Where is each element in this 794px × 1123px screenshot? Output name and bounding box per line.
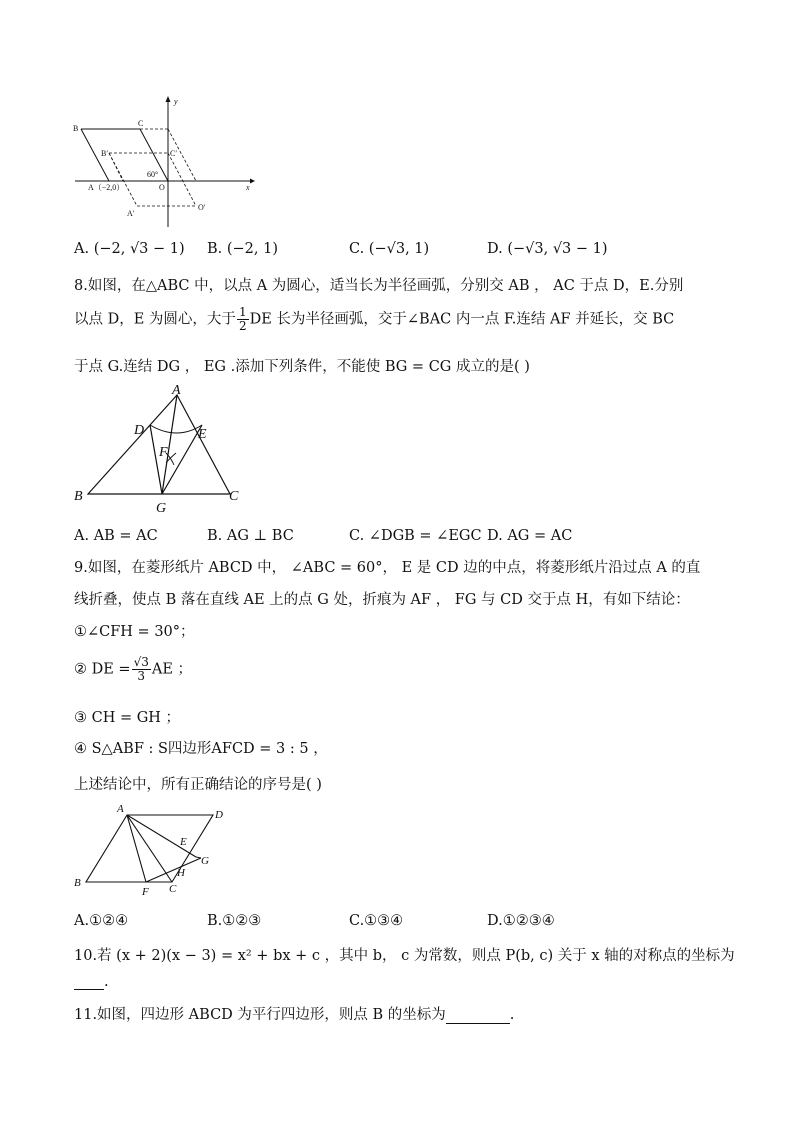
q11-question: 11.如图，四边形 ABCD 为平行四边形，则点 B 的坐标为 — [74, 1007, 446, 1023]
q8-label-F: F — [159, 445, 168, 460]
q9-label-E: E — [180, 836, 187, 848]
q7-label-C: C — [138, 119, 144, 128]
q7-label-Oprime: O′ — [198, 203, 206, 212]
q9-label-G: G — [201, 855, 209, 867]
q7-label-Aprime: A′ — [127, 209, 135, 218]
q8-option-c: C. ∠DGB = ∠EGC — [349, 528, 482, 544]
q11-end: . — [509, 1007, 515, 1023]
q8-option-a: A. AB = AC — [74, 528, 158, 544]
q8-text-line1: 8.如图，在△ABC 中，以点 A 为圆心，适当长为半径画弧，分别交 AB ， AC 于点 D，E.分别 — [74, 278, 684, 294]
q10-text-line2 — [74, 974, 109, 990]
q7-label-Cprime: C′ — [170, 149, 178, 158]
q9-option-a: A.①②④ — [74, 913, 129, 929]
q8-option-d: D. AG = AC — [487, 528, 573, 544]
q7-option-d: D. (−√3, √3 − 1) — [487, 241, 608, 257]
q9-conclusion-1: ①∠CFH = 30°； — [74, 624, 195, 640]
q9-option-c: C.①③④ — [349, 913, 404, 929]
q8-label-B: B — [74, 489, 83, 504]
q9-conclusion-2 — [74, 656, 192, 683]
q9-text-line2: 线折叠，使点 B 落在直线 AE 上的点 G 处，折痕为 AF ， FG 与 CD 交于点 H，有如下结论： — [74, 592, 690, 608]
q8-fraction — [237, 306, 249, 333]
q7-coordinate-figure — [70, 92, 260, 232]
q9-label-B: B — [74, 877, 81, 889]
q8-triangle-figure — [70, 385, 260, 515]
q9-option-d: D.①②③④ — [487, 913, 555, 929]
q9-label-H: H — [177, 867, 185, 879]
q9-c2-num: √3 — [133, 655, 149, 669]
q8-text-line3: 于点 G.连结 DG ， EG .添加下列条件，不能使 BG = CG 成立的是( ) — [74, 359, 530, 375]
q8-label-G: G — [156, 501, 167, 515]
q8-option-b: B. AG ⊥ BC — [207, 528, 294, 544]
q9-conclusion-4: ④ S△ABF : S四边形AFCD = 3 : 5 ， — [74, 741, 328, 757]
q8-text-line2 — [74, 306, 674, 333]
q8-label-C: C — [229, 489, 239, 504]
q10-end: . — [104, 974, 109, 990]
q9-prompt: 上述结论中，所有正确结论的序号是( ) — [74, 777, 322, 793]
q11-text — [74, 1003, 514, 1024]
q7-label-A: A（−2,0） — [88, 183, 125, 192]
q7-label-Bprime: B′ — [101, 149, 109, 158]
q10-text-line1: 10.若 (x + 2)(x − 3) = x² + bx + c ，其中 b， c 为常数，则点 P(b, c) 关于 x 轴的对称点的坐标为 — [74, 948, 735, 964]
q7-label-O: O — [159, 183, 165, 192]
q11-answer-blank — [446, 1009, 510, 1024]
q8-label-D: D — [134, 423, 145, 438]
q9-c2-fraction — [132, 656, 151, 683]
q8-line2-post: DE 长为半径画弧，交于∠BAC 内一点 F.连结 AF 并延长，交 BC — [249, 311, 675, 328]
q9-c2-post: AE ； — [151, 661, 193, 678]
q7-label-y: y — [174, 97, 178, 106]
q7-label-B: B — [73, 124, 79, 133]
q8-frac-den: 2 — [238, 319, 247, 333]
q8-line2-pre: 以点 D，E 为圆心，大于 — [74, 311, 236, 328]
q9-text-line1: 9.如图，在菱形纸片 ABCD 中， ∠ABC = 60°， E 是 CD 边的中点，将菱形纸片沿过点 A 的直 — [74, 560, 701, 576]
q9-label-A: A — [117, 803, 124, 815]
q9-label-D: D — [215, 809, 223, 821]
q8-label-E: E — [198, 427, 207, 442]
q9-label-C: C — [169, 883, 177, 895]
q7-option-a: A. (−2, √3 − 1) — [74, 241, 185, 257]
q9-option-b: B.①②③ — [207, 913, 262, 929]
q9-conclusion-3: ③ CH = GH ； — [74, 710, 181, 726]
q9-c2-den: 3 — [137, 669, 146, 683]
q7-label-angle: 60° — [147, 170, 159, 179]
q7-option-c: C. (−√3, 1) — [349, 241, 430, 257]
q7-option-b: B. (−2, 1) — [207, 241, 279, 257]
q9-c2-pre: ② DE = — [74, 661, 131, 678]
q9-rhombus-figure — [70, 800, 240, 905]
q8-label-A: A — [172, 385, 181, 398]
q9-label-F: F — [142, 886, 149, 898]
q8-frac-num: 1 — [238, 305, 247, 319]
q7-label-x: x — [246, 183, 250, 192]
q10-answer-blank — [74, 975, 104, 990]
